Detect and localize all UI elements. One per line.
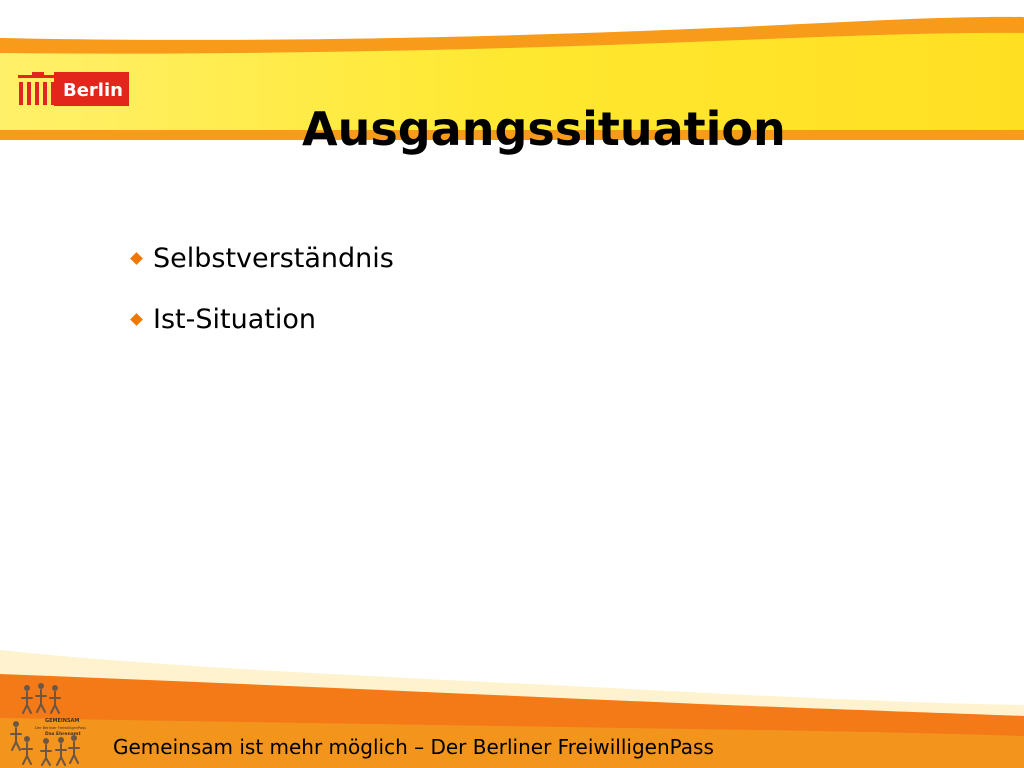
page-title: Ausgangssituation	[302, 101, 786, 156]
orange-diamond-icon	[130, 313, 143, 326]
list-item-label: Ist-Situation	[153, 303, 316, 335]
berlin-logo-label: Berlin	[63, 80, 123, 101]
list-item	[132, 236, 394, 280]
list-item-label: Selbstverständnis	[153, 242, 394, 274]
berlin-logo	[16, 72, 130, 108]
list-item	[132, 297, 394, 341]
footer-logo-line-3: Das Ehrenamt	[45, 732, 81, 737]
berlin-bear-and-gate-icon	[18, 72, 55, 105]
orange-diamond-icon	[130, 252, 143, 265]
footer-logo	[6, 680, 90, 766]
footer-logo-line-2: Der Berliner FreiwilligenPass	[35, 726, 86, 730]
footer-text: Gemeinsam ist mehr möglich – Der Berliner FreiwilligenPass	[113, 735, 714, 759]
footer-logo-line-1: GEMEINSAM	[45, 718, 80, 724]
bullet-list	[132, 236, 394, 358]
people-figures-icon	[11, 683, 79, 765]
